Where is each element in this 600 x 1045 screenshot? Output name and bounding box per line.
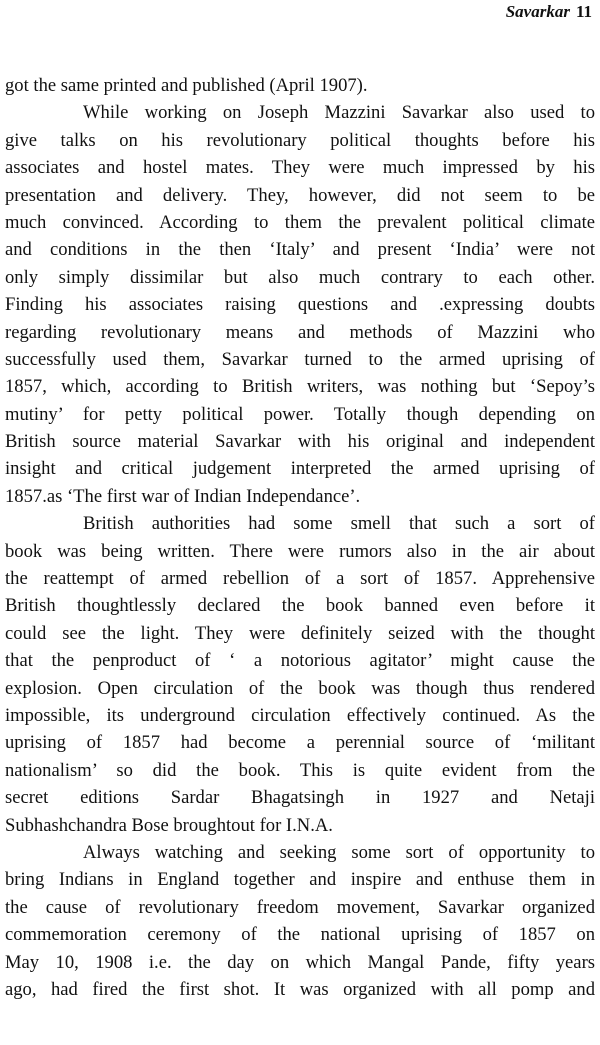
text-line: mutiny’ for petty political power. Totally though depending on bbox=[5, 403, 595, 425]
text-line: much convinced. According to them the prevalent political climate bbox=[5, 211, 595, 233]
text-line: British thoughtlessly declared the book banned even before it bbox=[5, 595, 595, 617]
running-title: Savarkar bbox=[505, 2, 570, 21]
text-line: secret editions Sardar Bhagatsingh in 1927 and Netaji bbox=[5, 787, 595, 809]
paragraph-4 bbox=[5, 839, 595, 1003]
text-line: commemoration ceremony of the national uprising of 1857 on bbox=[5, 924, 595, 946]
text-line: presentation and delivery. They, however, did not seem to be bbox=[5, 184, 595, 206]
text-line: nationalism’ so did the book. This is quite evident from the bbox=[5, 759, 595, 781]
text-line: bring Indians in England together and inspire and enthuse them in bbox=[5, 869, 595, 891]
text-line: British authorities had some smell that such a sort of bbox=[83, 513, 595, 535]
text-line: associates and hostel mates. They were much impressed by his bbox=[5, 157, 595, 179]
text-line: While working on Joseph Mazzini Savarkar also used to bbox=[83, 102, 595, 124]
page-number: 11 bbox=[575, 2, 592, 21]
text-line: the reattempt of armed rebellion of a sort of 1857. Apprehensive bbox=[5, 568, 595, 590]
text-line: got the same printed and published (April 1907). bbox=[5, 75, 368, 96]
text-line: 1857.as ‘The first war of Indian Independance’. bbox=[5, 485, 361, 507]
text-line: explosion. Open circulation of the book was though thus rendered bbox=[5, 677, 595, 699]
paragraph-2 bbox=[5, 99, 595, 510]
text-line: British source material Savarkar with his original and independent bbox=[5, 431, 595, 453]
text-line: successfully used them, Savarkar turned to the armed uprising of bbox=[5, 348, 595, 370]
text-line: insight and critical judgement interpreted the armed uprising of bbox=[5, 458, 595, 480]
text-line: May 10, 1908 i.e. the day on which Mangal Pande, fifty years bbox=[5, 951, 595, 973]
paragraph-3 bbox=[5, 510, 595, 839]
text-line: Subhashchandra Bose broughtout for I.N.A. bbox=[5, 814, 333, 836]
text-line: book was being written. There were rumors also in the air about bbox=[5, 540, 595, 562]
text-line: regarding revolutionary means and methods of Mazzini who bbox=[5, 321, 595, 343]
text-line: Always watching and seeking some sort of opportunity to bbox=[83, 841, 595, 863]
body-text bbox=[5, 72, 595, 1003]
text-line: 1857, which, according to British writers, was nothing but ‘Sepoy’s bbox=[5, 376, 595, 398]
text-line: uprising of 1857 had become a perennial source of ‘militant bbox=[5, 732, 595, 754]
text-line: and conditions in the then ‘Italy’ and present ‘India’ were not bbox=[5, 239, 595, 261]
text-line: that the penproduct of ‘ a notorious agitator’ might cause the bbox=[5, 650, 595, 672]
text-line: impossible, its underground circulation effectively continued. As the bbox=[5, 704, 595, 726]
text-line: could see the light. They were definitely seized with the thought bbox=[5, 622, 595, 644]
text-line: Finding his associates raising questions and .expressing doubts bbox=[5, 294, 595, 316]
text-line: only simply dissimilar but also much contrary to each other. bbox=[5, 266, 595, 288]
running-header bbox=[506, 2, 592, 22]
text-line: the cause of revolutionary freedom movement, Savarkar organized bbox=[5, 896, 595, 918]
paragraph-1 bbox=[5, 72, 595, 99]
text-line: ago, had fired the first shot. It was organized with all pomp and bbox=[5, 978, 595, 1000]
text-line: give talks on his revolutionary political thoughts before his bbox=[5, 129, 595, 151]
